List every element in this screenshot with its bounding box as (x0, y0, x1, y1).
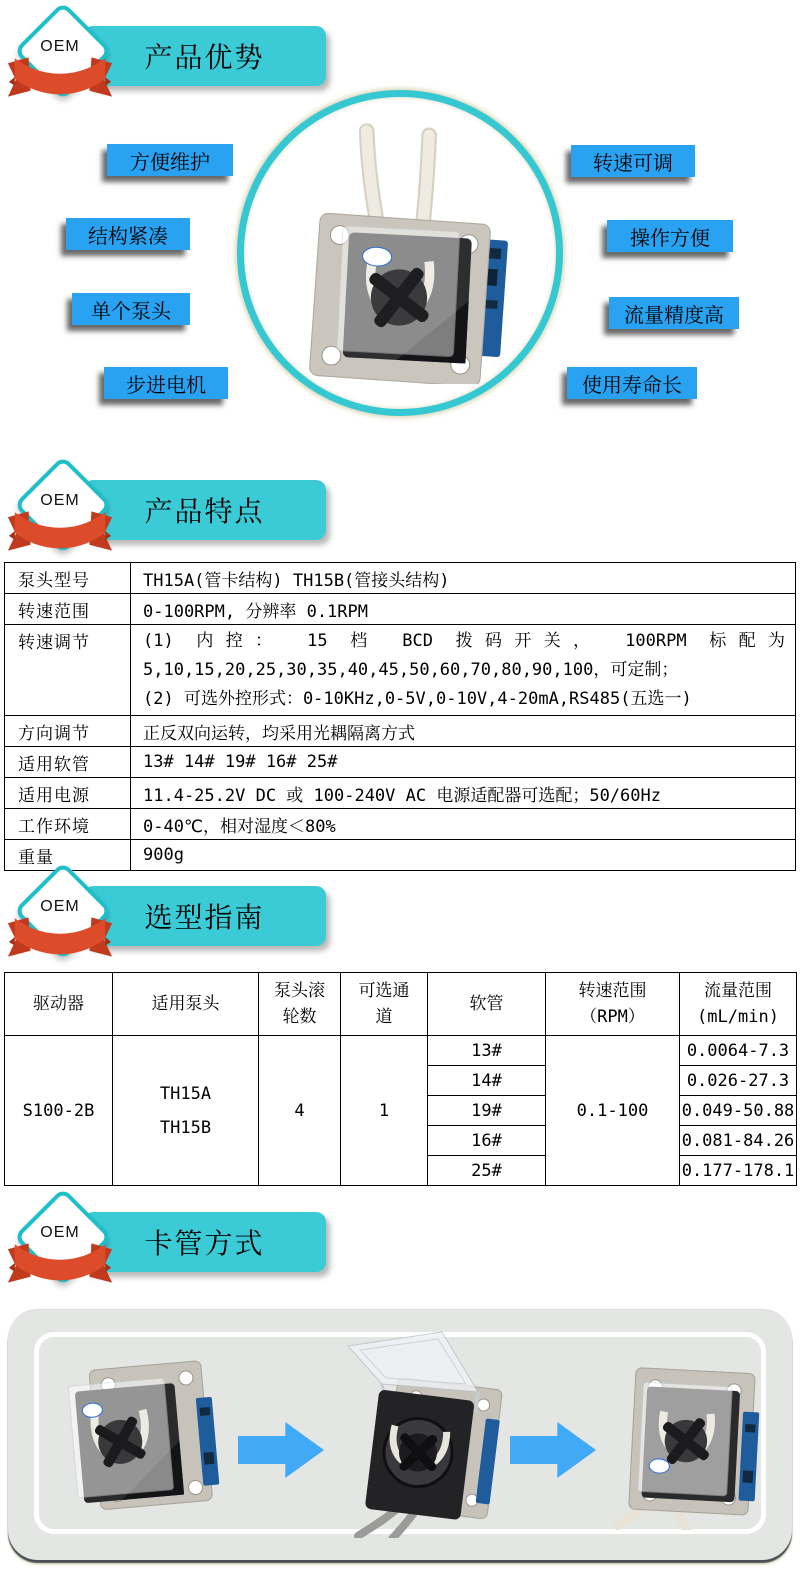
clamp-step-photo-1 (56, 1348, 228, 1528)
feature-value-cell: 0-40℃，相对湿度＜80% (131, 809, 796, 840)
col-header-channels (341, 973, 428, 1036)
flow-cell: 0.049-50.88 (680, 1096, 797, 1126)
section-title: 产品优势 (144, 42, 265, 73)
oem-label: OEM (40, 1224, 80, 1241)
col-header-line: 轮数 (282, 1007, 317, 1027)
feature-row (5, 625, 796, 716)
oem-badge (12, 862, 108, 960)
flow-cell: 0.0064-7.3 (680, 1036, 797, 1066)
pump-head-cell (113, 1036, 259, 1186)
oem-label: OEM (40, 38, 80, 55)
speed-range-cell: 0.1-100 (546, 1036, 680, 1186)
pump-photo-illustration (275, 122, 525, 384)
feature-value-line: 5,10,15,20,25,30,35,40,45,50,60,70,80,90,100，可定制； (143, 659, 679, 680)
section-title-bar (83, 480, 326, 540)
advantage-label (609, 297, 739, 329)
tube-cell: 16# (428, 1126, 546, 1156)
advantage-text: 使用寿命长 (582, 374, 682, 397)
selection-table (4, 972, 797, 1186)
advantage-text: 结构紧凑 (88, 225, 168, 248)
col-header-line: (mL/min) (697, 1007, 779, 1027)
col-header-line: 转速范围 (578, 981, 647, 1001)
feature-value-line: (1) 内控： 15 档 BCD 拨码开关， 100RPM 标配为 (143, 630, 785, 651)
feature-value-cell: TH15A(管卡结构) TH15B(管接头结构) (131, 563, 796, 594)
feature-value-cell: 正反双向运转，均采用光耦隔离方式 (131, 716, 796, 747)
section-advantages-header (12, 2, 342, 104)
feature-value-cell: 13# 14# 19# 16# 25# (131, 747, 796, 778)
oem-badge (12, 456, 108, 554)
selection-row (5, 1036, 797, 1066)
tube-cell: 13# (428, 1036, 546, 1066)
section-title: 卡管方式 (144, 1228, 265, 1259)
tube-cell: 19# (428, 1096, 546, 1126)
feature-label-cell: 泵头型号 (5, 563, 131, 594)
product-photo-circle (237, 90, 563, 416)
flow-cell: 0.081-84.26 (680, 1126, 797, 1156)
oem-label: OEM (40, 492, 80, 509)
rollers-cell: 4 (259, 1036, 341, 1186)
advantage-label (72, 293, 190, 325)
feature-value-cell: 0-100RPM, 分辨率 0.1RPM (131, 594, 796, 625)
feature-value-line: (2) 可选外控形式：0-10KHz,0-5V,0-10V,4-20mA,RS485(五选一) (143, 688, 692, 709)
advantage-label (104, 367, 228, 399)
feature-value-cell: 900g (131, 840, 796, 871)
col-header-pump-head: 适用泵头 (113, 973, 259, 1036)
oem-badge (12, 1188, 108, 1286)
section-clamping-header (12, 1188, 342, 1290)
advantage-text: 流量精度高 (624, 304, 724, 327)
section-title-bar (83, 886, 326, 946)
col-header-tube: 软管 (428, 973, 546, 1036)
ribbon-icon (5, 503, 115, 555)
feature-label-cell: 转速范围 (5, 594, 131, 625)
section-title: 产品特点 (144, 496, 265, 527)
feature-label-cell: 适用电源 (5, 778, 131, 809)
feature-row (5, 778, 796, 809)
feature-label-cell: 适用软管 (5, 747, 131, 778)
advantage-label (107, 144, 233, 176)
flow-cell: 0.026-27.3 (680, 1066, 797, 1096)
channels-cell: 1 (341, 1036, 428, 1186)
clamp-step-photo-3 (604, 1348, 766, 1530)
ribbon-icon (5, 909, 115, 961)
feature-label-cell: 转速调节 (5, 625, 131, 716)
flow-cell: 0.177-178.1 (680, 1156, 797, 1186)
oem-badge (12, 2, 108, 100)
col-header-flow (680, 973, 797, 1036)
feature-row (5, 809, 796, 840)
section-features-header (12, 456, 342, 558)
advantage-text: 单个泵头 (91, 300, 171, 323)
advantage-label (571, 145, 695, 177)
feature-row (5, 594, 796, 625)
ribbon-icon (5, 1235, 115, 1287)
advantage-label (607, 220, 733, 252)
col-header-line: 泵头滚 (274, 981, 325, 1001)
col-header-rollers (259, 973, 341, 1036)
feature-label-cell: 方向调节 (5, 716, 131, 747)
section-selection-header (12, 862, 342, 964)
feature-value-cell: 11.4-25.2V DC 或 100-240V AC 电源适配器可选配；50/60Hz (131, 778, 796, 809)
col-header-line: 道 (375, 1007, 393, 1027)
feature-label-cell: 工作环境 (5, 809, 131, 840)
tube-cell: 25# (428, 1156, 546, 1186)
section-title: 选型指南 (144, 902, 265, 933)
advantage-text: 方便维护 (130, 151, 210, 174)
pump-head-model: TH15B (159, 1117, 212, 1138)
selection-header-row (5, 973, 797, 1036)
section-title-bar (83, 1212, 326, 1272)
col-header-speed (546, 973, 680, 1036)
tube-cell: 14# (428, 1066, 546, 1096)
feature-row (5, 563, 796, 594)
feature-row (5, 716, 796, 747)
col-header-line: 流量范围 (704, 981, 772, 1001)
advantage-label (66, 218, 190, 250)
features-table (4, 562, 796, 871)
clamping-panel (8, 1310, 792, 1560)
feature-label-cell: 重量 (5, 840, 131, 871)
advantage-text: 步进电机 (126, 374, 206, 397)
section-title-bar (83, 26, 326, 86)
driver-cell: S100-2B (5, 1036, 113, 1186)
clamp-step-photo-2 (330, 1328, 515, 1538)
advantage-text: 转速可调 (593, 152, 673, 175)
advantage-label (567, 367, 697, 399)
col-header-line: （RPM） (580, 1007, 645, 1027)
ribbon-icon (5, 49, 115, 101)
feature-value-cell (131, 625, 796, 716)
pump-head-model: TH15A (159, 1083, 212, 1104)
advantage-text: 操作方便 (630, 227, 710, 250)
feature-row (5, 747, 796, 778)
oem-label: OEM (40, 898, 80, 915)
col-header-driver: 驱动器 (5, 973, 113, 1036)
col-header-line: 可选通 (358, 981, 410, 1001)
